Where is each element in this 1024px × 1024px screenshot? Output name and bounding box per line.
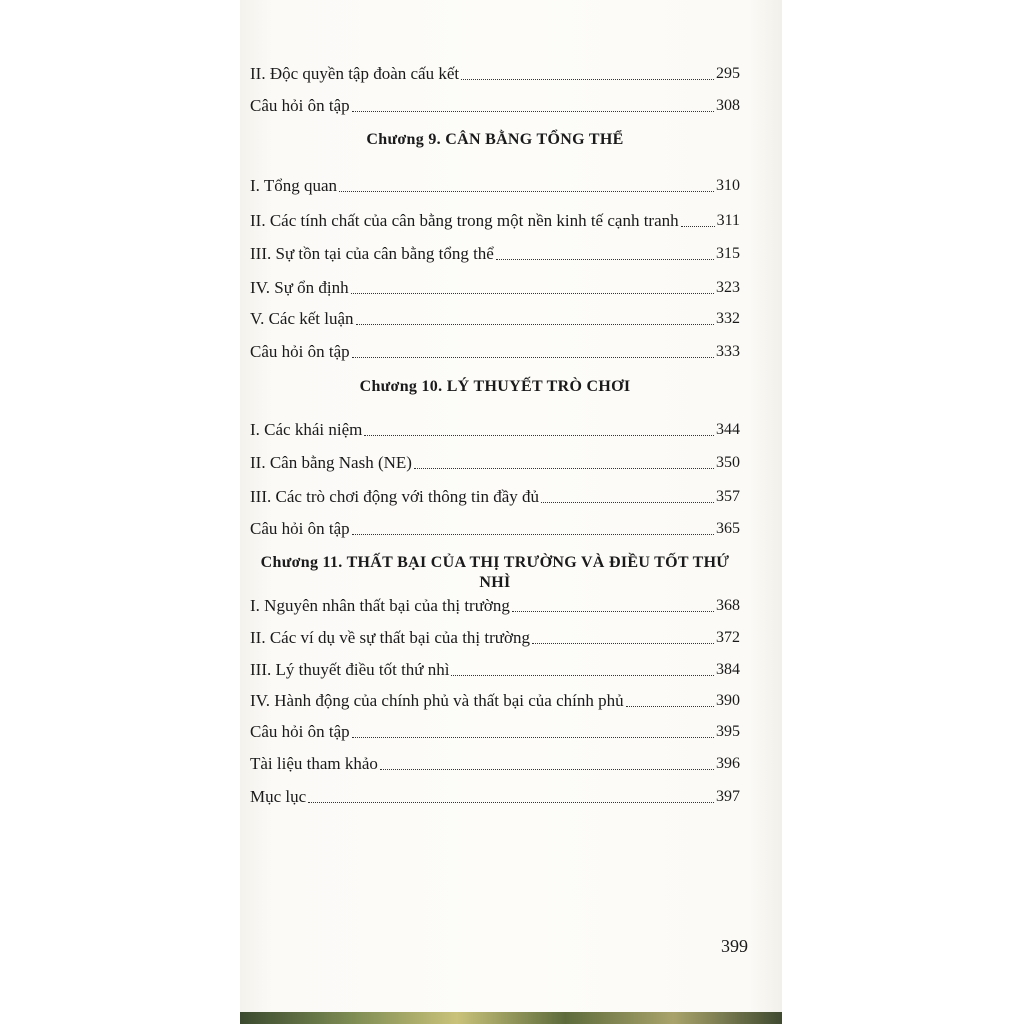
toc-entry-page: 397 [716, 788, 740, 805]
cover-edge [240, 1012, 782, 1024]
toc-entry-page: 310 [716, 177, 740, 194]
toc-entry [250, 481, 740, 507]
book-page [240, 0, 782, 1024]
toc-entry-page: 311 [716, 212, 740, 229]
toc-entry-page: 350 [716, 454, 740, 471]
toc-entry [250, 205, 740, 231]
toc-entry-label: II. Cân bằng Nash (NE) [250, 453, 412, 472]
dot-leader [541, 502, 714, 503]
toc-entry-label: Câu hỏi ôn tập [250, 96, 350, 115]
toc-entry-label: Câu hỏi ôn tập [250, 722, 350, 741]
dot-leader [532, 643, 714, 644]
toc-entry [250, 272, 740, 298]
toc-entry-page: 344 [716, 421, 740, 438]
toc-entry-label: III. Các trò chơi động với thông tin đầy đủ [250, 487, 539, 506]
dot-leader [414, 468, 714, 469]
toc-entry [250, 238, 740, 264]
toc-entry-label: II. Độc quyền tập đoàn cấu kết [250, 64, 460, 83]
toc-entry [250, 414, 740, 440]
page-number: 399 [721, 936, 748, 956]
toc-entry-page: 395 [716, 723, 740, 740]
toc-entry-label: I. Các khái niệm [250, 420, 363, 439]
toc-entry [250, 716, 740, 742]
toc-entry [250, 303, 740, 329]
toc-entry-label: IV. Hành động của chính phủ và thất bại của chính phủ [250, 691, 624, 710]
dot-leader [308, 802, 714, 803]
toc-entry [250, 781, 740, 807]
toc-entry [250, 654, 740, 680]
toc-entry-page: 308 [716, 97, 740, 114]
toc-entry [250, 170, 740, 196]
dot-leader [352, 357, 714, 358]
chapter-heading: Chương 10. LÝ THUYẾT TRÒ CHƠI [359, 378, 631, 395]
toc-entry-page: 365 [716, 520, 740, 537]
toc-entry-page: 390 [716, 692, 740, 709]
dot-leader [339, 191, 714, 192]
dot-leader [380, 769, 714, 770]
toc-entry-label: Mục lục [250, 787, 307, 806]
dot-leader [626, 706, 714, 707]
dot-leader [364, 435, 714, 436]
dot-leader [681, 226, 715, 227]
dot-leader [352, 111, 714, 112]
toc-entry-page: 333 [716, 343, 740, 360]
toc-entry-page: 357 [716, 488, 740, 505]
dot-leader [451, 675, 714, 676]
toc-entry-page: 384 [716, 661, 740, 678]
dot-leader [352, 737, 714, 738]
toc-entry-label: IV. Sự ổn định [250, 278, 349, 297]
toc-entry-label: I. Nguyên nhân thất bại của thị trường [250, 596, 510, 615]
toc-entry [250, 685, 740, 711]
dot-leader [352, 534, 714, 535]
toc-entry-label: III. Lý thuyết điều tốt thứ nhì [250, 660, 450, 679]
toc-entry-label: Câu hỏi ôn tập [250, 342, 350, 361]
toc-entry-page: 372 [716, 629, 740, 646]
dot-leader [351, 293, 714, 294]
toc-entry [250, 58, 740, 84]
toc-entry-label: III. Sự tồn tại của cân bằng tổng thể [250, 244, 494, 263]
dot-leader [496, 259, 714, 260]
toc-entry [250, 513, 740, 539]
toc-entry-page: 396 [716, 755, 740, 772]
toc-entry [250, 336, 740, 362]
toc-entry-page: 368 [716, 597, 740, 614]
toc-entry [250, 90, 740, 116]
toc-entry [250, 590, 740, 616]
toc-entry-page: 332 [716, 310, 740, 327]
toc-entry-label: Câu hỏi ôn tập [250, 519, 350, 538]
toc-entry [250, 748, 740, 774]
toc-entry-label: V. Các kết luận [250, 309, 354, 328]
toc-entry-label: Tài liệu tham khảo [250, 754, 378, 773]
dot-leader [461, 79, 714, 80]
toc-entry-label: I. Tổng quan [250, 176, 338, 195]
dot-leader [512, 611, 714, 612]
toc-entry [250, 447, 740, 473]
chapter-heading: Chương 9. CÂN BẰNG TỔNG THỂ [366, 131, 624, 148]
chapter-heading: Chương 11. THẤT BẠI CỦA THỊ TRƯỜNG VÀ ĐIỀU TỐT THỨ NHÌ [260, 554, 730, 591]
toc-entry-page: 315 [716, 245, 740, 262]
toc-entry-label: II. Các ví dụ về sự thất bại của thị trường [250, 628, 530, 647]
toc-entry [250, 622, 740, 648]
dot-leader [356, 324, 714, 325]
toc-entry-page: 295 [716, 65, 740, 82]
toc-entry-page: 323 [716, 279, 740, 296]
toc-entry-label: II. Các tính chất của cân bằng trong một nền kinh tế cạnh tranh [250, 211, 679, 230]
